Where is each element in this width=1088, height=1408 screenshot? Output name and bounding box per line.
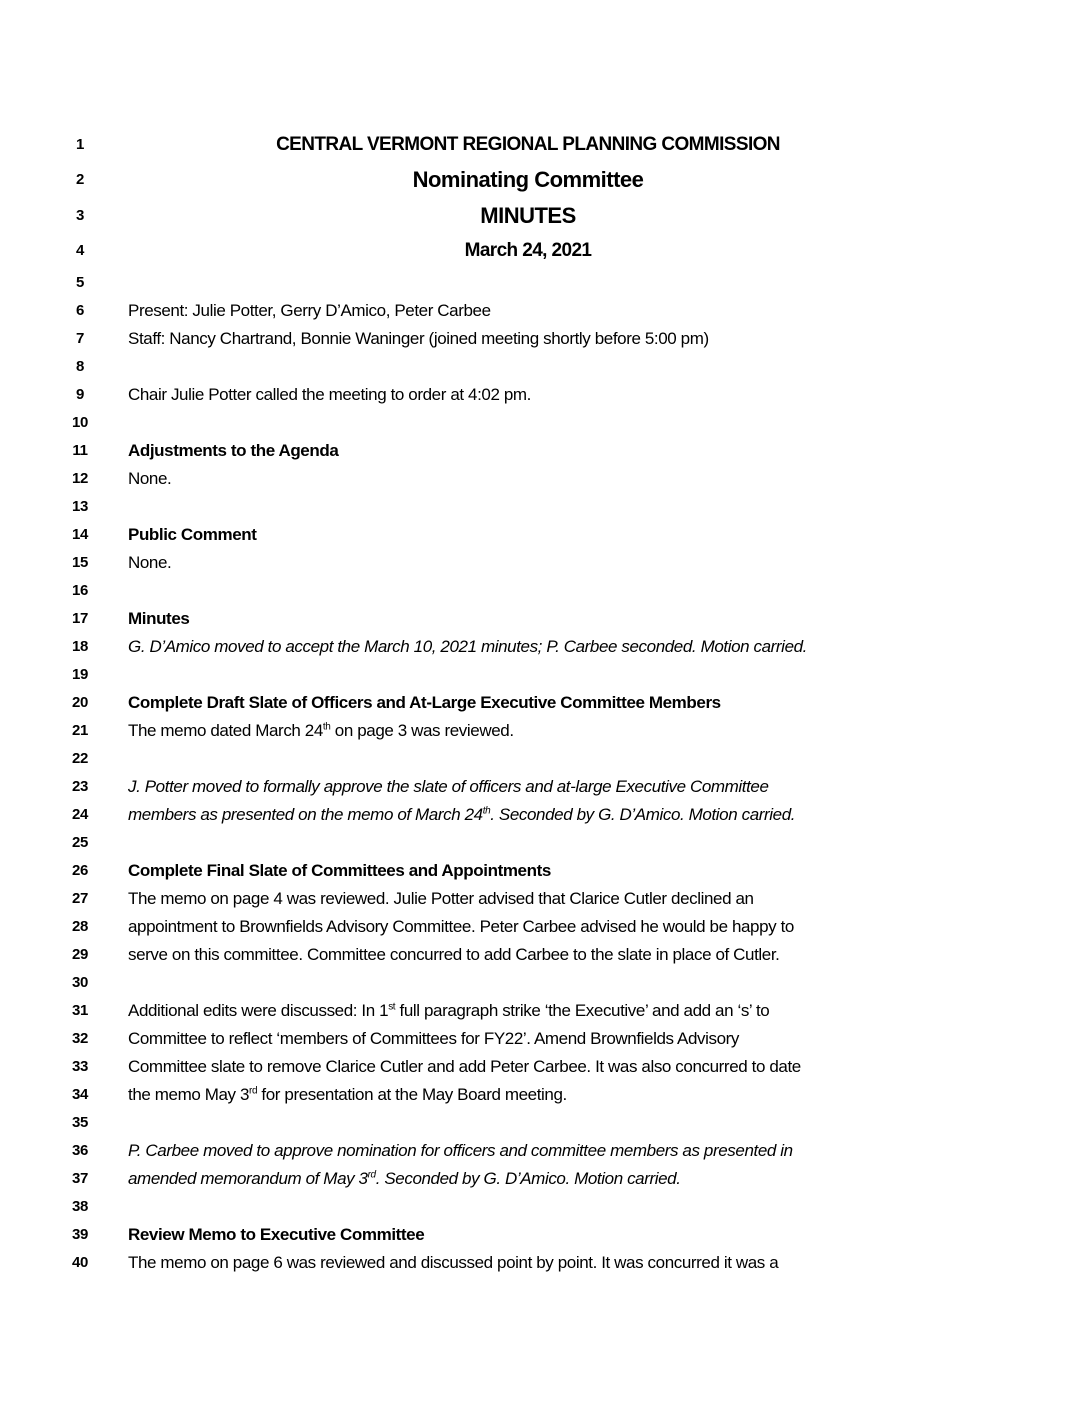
line-number: 14 xyxy=(71,526,89,543)
ordinal-superscript: st xyxy=(388,1001,396,1013)
document-line xyxy=(0,409,1088,437)
document-line xyxy=(0,689,1088,717)
document-line xyxy=(0,549,1088,577)
ordinal-superscript: rd xyxy=(367,1169,376,1181)
document-line xyxy=(0,131,1088,159)
document-line xyxy=(0,465,1088,493)
line-text-main: J. Potter moved to formally approve the slate of officers and at-large Executive Committee xyxy=(128,777,769,796)
document-line xyxy=(0,1081,1088,1109)
document-line xyxy=(0,1165,1088,1193)
line-text-main: Complete Final Slate of Committees and Appointments xyxy=(128,861,551,880)
line-text-main: appointment to Brownfields Advisory Committee. Peter Carbee advised he would be happy to xyxy=(128,917,794,936)
line-text-main: None. xyxy=(128,553,172,572)
line-text xyxy=(128,1249,968,1277)
line-number: 9 xyxy=(75,386,85,403)
line-text-main: Staff: Nancy Chartrand, Bonnie Waninger (joined meeting shortly before 5:00 pm) xyxy=(128,329,709,348)
title-line xyxy=(128,237,928,265)
line-number: 21 xyxy=(71,722,89,739)
document-line xyxy=(0,773,1088,801)
line-number: 13 xyxy=(71,498,89,515)
line-number: 38 xyxy=(71,1198,89,1215)
line-number: 25 xyxy=(71,834,89,851)
line-number: 10 xyxy=(71,414,89,431)
document-line xyxy=(0,745,1088,773)
document-line xyxy=(0,717,1088,745)
line-number: 24 xyxy=(71,806,89,823)
line-text xyxy=(128,913,968,941)
line-text-main: P. Carbee moved to approve nomination for officers and committee members as presented in xyxy=(128,1141,793,1160)
line-text-main: CENTRAL VERMONT REGIONAL PLANNING COMMISSION xyxy=(276,134,780,155)
line-text-main: Adjustments to the Agenda xyxy=(128,441,339,460)
document-line xyxy=(0,997,1088,1025)
line-number: 5 xyxy=(75,274,85,291)
line-number: 16 xyxy=(71,582,89,599)
line-text-main: Committee to reflect ‘members of Committees for FY22’. Amend Brownfields Advisory xyxy=(128,1029,739,1048)
document-line xyxy=(0,437,1088,465)
line-text-main: Nominating Committee xyxy=(412,167,644,192)
line-text-main: None. xyxy=(128,469,172,488)
document-line xyxy=(0,237,1088,265)
line-text xyxy=(128,717,968,745)
line-number: 31 xyxy=(71,1002,89,1019)
line-number: 7 xyxy=(75,330,85,347)
ordinal-superscript: th xyxy=(482,805,491,817)
section-heading xyxy=(128,1221,968,1249)
line-text xyxy=(128,465,968,493)
line-number: 27 xyxy=(71,890,89,907)
line-number: 40 xyxy=(71,1254,89,1271)
line-number: 35 xyxy=(71,1114,89,1131)
document-line xyxy=(0,1137,1088,1165)
document-line xyxy=(0,885,1088,913)
line-text-main: The memo dated March 24 xyxy=(128,721,323,740)
document-line xyxy=(0,941,1088,969)
document-line xyxy=(0,969,1088,997)
line-text xyxy=(128,1081,968,1109)
title-line xyxy=(128,202,928,230)
line-text-main: Present: Julie Potter, Gerry D’Amico, Peter Carbee xyxy=(128,301,491,320)
document-line xyxy=(0,857,1088,885)
section-heading xyxy=(128,857,968,885)
document-line xyxy=(0,1053,1088,1081)
ordinal-superscript: th xyxy=(322,721,331,733)
line-text-main: Committee slate to remove Clarice Cutler and add Peter Carbee. It was also concurred to date xyxy=(128,1057,801,1076)
line-number: 15 xyxy=(71,554,89,571)
document-line xyxy=(0,297,1088,325)
document-line xyxy=(0,381,1088,409)
line-number: 29 xyxy=(71,946,89,963)
line-text-main: Additional edits were discussed: In 1 xyxy=(128,1001,389,1020)
line-number: 28 xyxy=(71,918,89,935)
line-text-main: G. D’Amico moved to accept the March 10, 2021 minutes; P. Carbee seconded. Motion carried. xyxy=(128,637,807,656)
line-text-main: amended memorandum of May 3 xyxy=(128,1169,368,1188)
line-text xyxy=(128,297,968,325)
document-line xyxy=(0,913,1088,941)
line-number: 37 xyxy=(71,1170,89,1187)
document-line xyxy=(0,801,1088,829)
line-text xyxy=(128,1053,968,1081)
line-text-main: Complete Draft Slate of Officers and At-Large Executive Committee Members xyxy=(128,693,721,712)
document-line xyxy=(0,166,1088,194)
line-text-main: serve on this committee. Committee concurred to add Carbee to the slate in place of Cutler. xyxy=(128,945,780,964)
line-text-main: Public Comment xyxy=(128,525,257,544)
line-text-main: The memo on page 4 was reviewed. Julie Potter advised that Clarice Cutler declined an xyxy=(128,889,754,908)
line-number: 32 xyxy=(71,1030,89,1047)
document-line xyxy=(0,829,1088,857)
document-line xyxy=(0,661,1088,689)
line-number: 2 xyxy=(75,171,85,188)
document-line xyxy=(0,1025,1088,1053)
line-number: 20 xyxy=(71,694,89,711)
line-text xyxy=(128,997,968,1025)
line-number: 26 xyxy=(71,862,89,879)
document-line xyxy=(0,605,1088,633)
line-text-main: Minutes xyxy=(128,609,190,628)
title-line xyxy=(128,131,928,159)
line-text-main: Chair Julie Potter called the meeting to order at 4:02 pm. xyxy=(128,385,531,404)
line-number: 39 xyxy=(71,1226,89,1243)
line-text-rest: . Seconded by G. D’Amico. Motion carried. xyxy=(375,1169,681,1188)
line-text xyxy=(128,941,968,969)
document-line xyxy=(0,202,1088,230)
line-number: 1 xyxy=(75,136,85,153)
line-number: 22 xyxy=(71,750,89,767)
section-heading xyxy=(128,521,968,549)
line-number: 34 xyxy=(71,1086,89,1103)
line-number: 36 xyxy=(71,1142,89,1159)
line-number: 17 xyxy=(71,610,89,627)
line-number: 18 xyxy=(71,638,89,655)
line-number: 19 xyxy=(71,666,89,683)
document-line xyxy=(0,269,1088,297)
line-text-main: members as presented on the memo of March 24 xyxy=(128,805,483,824)
line-text xyxy=(128,885,968,913)
line-number: 11 xyxy=(72,442,88,459)
line-text-main: Review Memo to Executive Committee xyxy=(128,1225,425,1244)
line-text xyxy=(128,325,968,353)
line-text xyxy=(128,1165,968,1193)
line-number: 3 xyxy=(75,207,85,224)
document-line xyxy=(0,325,1088,353)
document-line xyxy=(0,1221,1088,1249)
line-text-main: MINUTES xyxy=(480,203,576,228)
line-text-main: March 24, 2021 xyxy=(464,240,592,261)
line-text xyxy=(128,633,968,661)
section-heading xyxy=(128,437,968,465)
ordinal-superscript: rd xyxy=(249,1085,258,1097)
line-text xyxy=(128,381,968,409)
line-text xyxy=(128,773,968,801)
line-number: 4 xyxy=(75,242,85,259)
line-number: 33 xyxy=(71,1058,89,1075)
line-text xyxy=(128,549,968,577)
document-line xyxy=(0,1193,1088,1221)
section-heading xyxy=(128,605,968,633)
line-number: 23 xyxy=(71,778,89,795)
line-text xyxy=(128,801,968,829)
line-number: 6 xyxy=(75,302,85,319)
document-line xyxy=(0,577,1088,605)
line-text-rest: on page 3 was reviewed. xyxy=(330,721,514,740)
line-text-rest: . Seconded by G. D’Amico. Motion carried. xyxy=(490,805,796,824)
document-line xyxy=(0,353,1088,381)
line-number: 12 xyxy=(71,470,89,487)
line-text-rest: for presentation at the May Board meeting. xyxy=(257,1085,567,1104)
document-line xyxy=(0,493,1088,521)
line-text-rest: full paragraph strike ‘the Executive’ and add an ‘s’ to xyxy=(395,1001,770,1020)
line-number: 8 xyxy=(75,358,85,375)
line-text-main: the memo May 3 xyxy=(128,1085,250,1104)
document-line xyxy=(0,1249,1088,1277)
document-line xyxy=(0,1109,1088,1137)
line-number: 30 xyxy=(71,974,89,991)
line-text xyxy=(128,1137,968,1165)
line-text xyxy=(128,1025,968,1053)
title-line xyxy=(128,166,928,194)
document-line xyxy=(0,633,1088,661)
line-text-main: The memo on page 6 was reviewed and discussed point by point. It was concurred it was a xyxy=(128,1253,779,1272)
document-line xyxy=(0,521,1088,549)
section-heading xyxy=(128,689,968,717)
